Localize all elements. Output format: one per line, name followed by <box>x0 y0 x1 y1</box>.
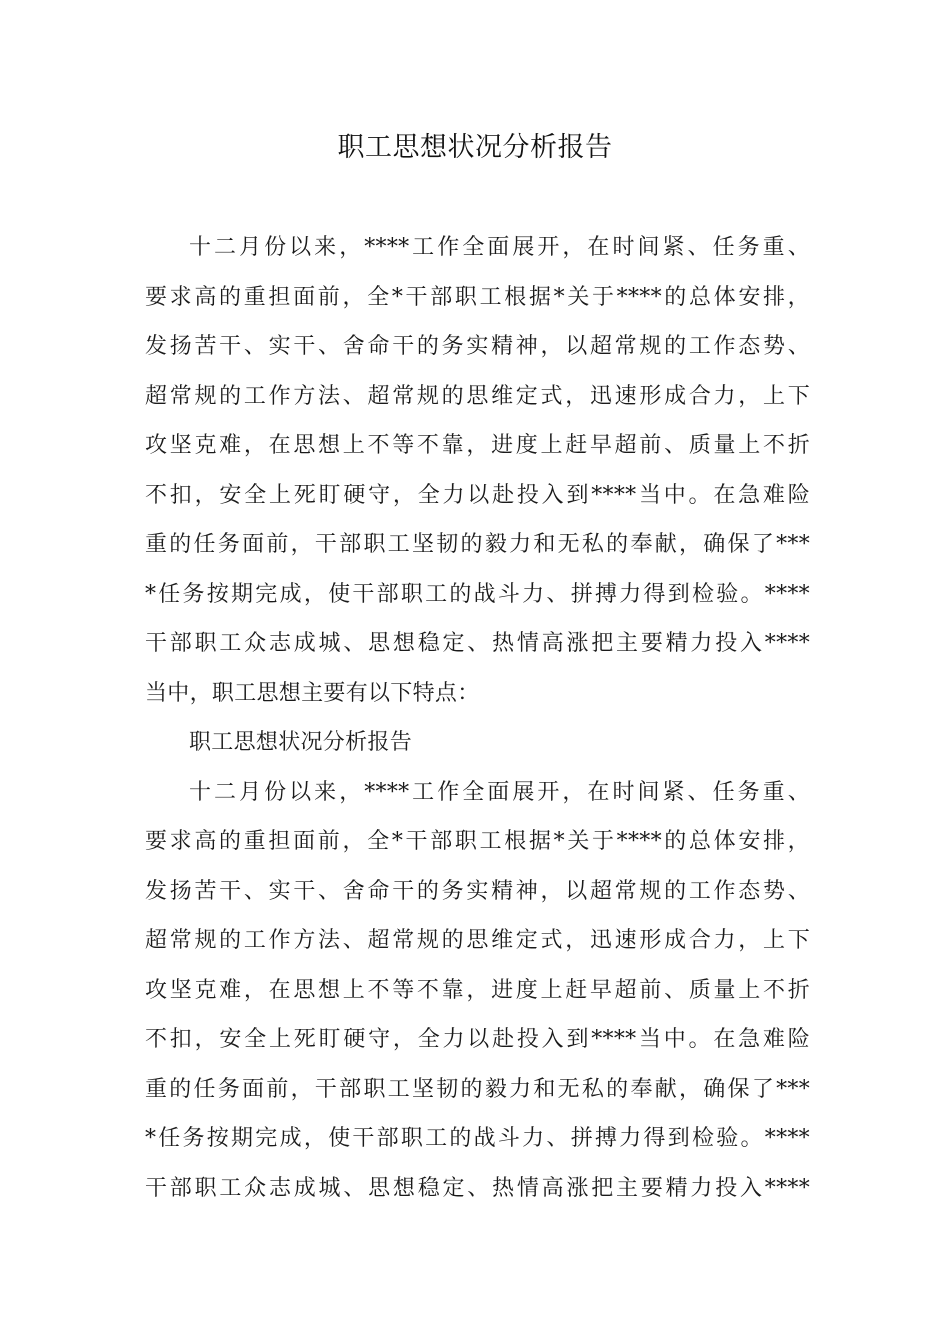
body-line: 要求高的重担面前，全*干部职工根据*关于****的总体安排， <box>145 284 810 310</box>
body-line: 攻坚克难，在思想上不等不靠，进度上赶早超前、质量上不折 <box>145 433 810 458</box>
body-line: 当中，职工思想主要有以下特点： <box>145 680 480 706</box>
body-line: 不扣，安全上死盯硬守，全力以赴投入到****当中。在急难险 <box>145 1027 810 1052</box>
body-line: 发扬苦干、实干、舍命干的务实精神，以超常规的工作态势、 <box>145 878 810 904</box>
body-line: 超常规的工作方法、超常规的思维定式，迅速形成合力，上下 <box>145 928 810 953</box>
body-line: *任务按期完成，使干部职工的战斗力、拼搏力得到检验。**** <box>145 1126 810 1151</box>
body-line: 十二月份以来，****工作全面展开，在时间紧、任务重、 <box>189 779 810 805</box>
body-line: 干部职工众志成城、思想稳定、热情高涨把主要精力投入**** <box>145 631 810 656</box>
body-line: 不扣，安全上死盯硬守，全力以赴投入到****当中。在急难险 <box>145 482 810 508</box>
body-line: 要求高的重担面前，全*干部职工根据*关于****的总体安排， <box>145 829 810 854</box>
body-line: 重的任务面前，干部职工坚韧的毅力和无私的奉献，确保了*** <box>145 1076 810 1102</box>
body-line: 十二月份以来，****工作全面展开，在时间紧、任务重、 <box>189 235 810 260</box>
document-body <box>145 223 810 1213</box>
body-line: 重的任务面前，干部职工坚韧的毅力和无私的奉献，确保了*** <box>145 532 810 557</box>
body-line: 发扬苦干、实干、舍命干的务实精神，以超常规的工作态势、 <box>145 334 810 359</box>
body-line: *任务按期完成，使干部职工的战斗力、拼搏力得到检验。**** <box>145 581 810 607</box>
body-line: 超常规的工作方法、超常规的思维定式，迅速形成合力，上下 <box>145 383 810 409</box>
section-heading: 职工思想状况分析报告 <box>189 730 413 755</box>
document-title: 职工思想状况分析报告 <box>337 132 613 163</box>
body-line: 攻坚克难，在思想上不等不靠，进度上赶早超前、质量上不折 <box>145 977 810 1003</box>
body-line: 干部职工众志成城、思想稳定、热情高涨把主要精力投入**** <box>145 1175 810 1201</box>
